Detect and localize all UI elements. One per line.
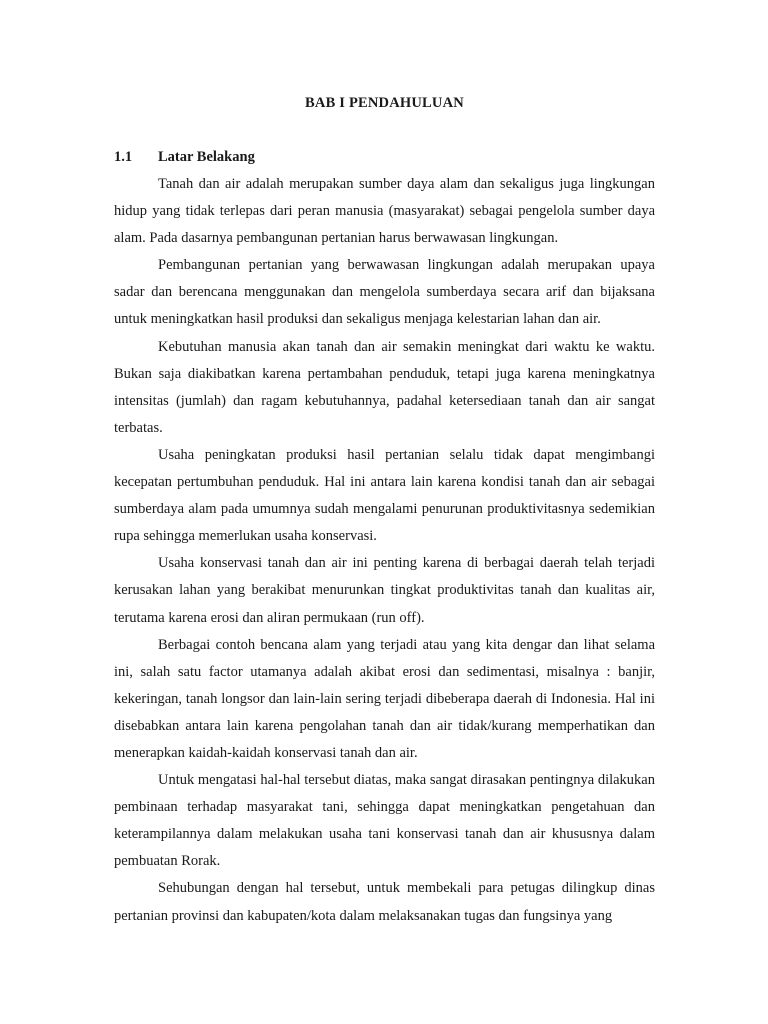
chapter-title: BAB I PENDAHULUAN	[305, 95, 464, 111]
paragraph: Kebutuhan manusia akan tanah dan air semakin meningkat dari waktu ke waktu. Bukan saja diakibatkan karena pertambahan penduduk, tetapi juga karena meningkatnya intensitas (jumlah) dan ragam kebutuhannya, padahal ketersediaan tanah dan air sangat terbatas.	[114, 338, 655, 436]
document-body	[114, 92, 655, 930]
paragraph: Untuk mengatasi hal-hal tersebut diatas, maka sangat dirasakan pentingnya dilakukan pembinaan terhadap masyarakat tani, sehingga dapat meningkatkan pengetahuan dan keterampilannya dalam melakukan usaha tani konservasi tanah dan air khususnya dalam pembuatan Rorak.	[114, 772, 655, 870]
section-number: 1.1	[114, 149, 133, 165]
paragraph: Berbagai contoh bencana alam yang terjadi atau yang kita dengar dan lihat selama ini, salah satu factor utamanya adalah akibat erosi dan sedimentasi, misalnya : banjir, kekeringan, tanah longsor dan lain-lain sering terjadi dibeberapa daerah di Indonesia. Hal ini disebabkan antara lain karena pengolahan tanah dan air tidak/kurang memperhatikan dan menerapkan kaidah-kaidah konservasi tanah dan air.	[114, 636, 655, 761]
paragraph: Pembangunan pertanian yang berwawasan lingkungan adalah merupakan upaya sadar dan berencana menggunakan dan mengelola sumberdaya secara arif dan bijaksana untuk meningkatkan hasil produksi dan sekaligus menjaga kelestarian lahan dan air.	[114, 257, 655, 328]
section-heading	[114, 144, 655, 171]
paragraph: Sehubungan dengan hal tersebut, untuk membekali para petugas dilingkup dinas pertanian provinsi dan kabupaten/kota dalam melaksanakan tugas dan fungsinya yang	[114, 880, 655, 924]
paragraph: Tanah dan air adalah merupakan sumber daya alam dan sekaligus juga lingkungan hidup yang tidak terlepas dari peran manusia (masyarakat) sebagai pengelola sumber daya alam. Pada dasarnya pembangunan pertanian harus berwawasan lingkungan.	[114, 176, 655, 247]
section-title: Latar Belakang	[158, 149, 255, 165]
paragraph: Usaha konservasi tanah dan air ini penting karena di berbagai daerah telah terjadi kerusakan lahan yang berakibat menurunkan tingkat produktivitas tanah dan kualitas air, terutama karena erosi dan aliran permukaan (run off).	[114, 555, 655, 626]
paragraph: Usaha peningkatan produksi hasil pertanian selalu tidak dapat mengimbangi kecepatan pertumbuhan penduduk. Hal ini antara lain karena kondisi tanah dan air sebagai sumberdaya alam pada umumnya sudah mengalami penurunan produktivitasnya sedemikian rupa sehingga memerlukan usaha konservasi.	[114, 446, 655, 545]
